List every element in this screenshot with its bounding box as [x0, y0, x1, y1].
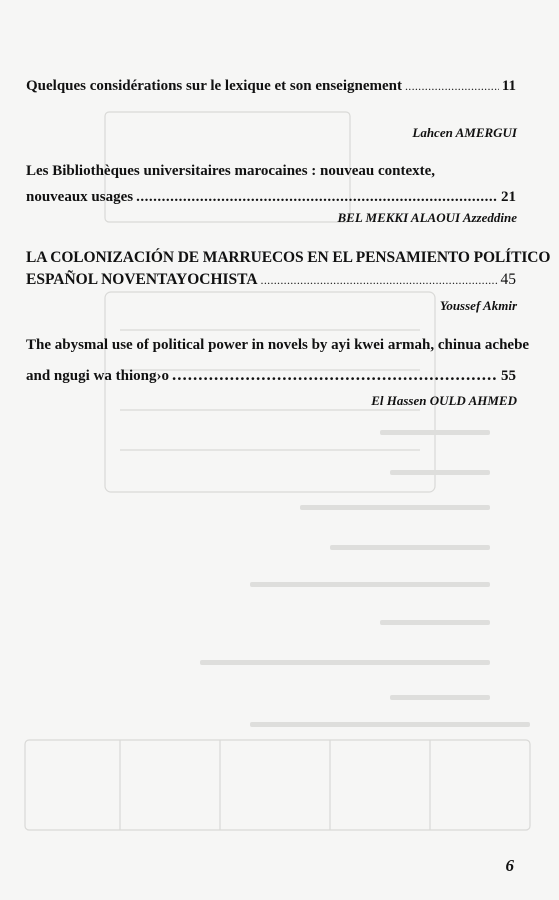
- dot-leader: [172, 364, 498, 386]
- toc-page-number: 55: [501, 368, 516, 384]
- dot-leader: [261, 269, 498, 291]
- toc-page-number: 21: [501, 189, 516, 205]
- toc-entry-author: El Hassen OULD AHMED: [371, 393, 517, 408]
- toc-entry-title: The abysmal use of political power in novels by ayi kwei armah, chinua achebe: [26, 337, 530, 353]
- dot-leader: [405, 75, 499, 97]
- toc-entry-title-continued: nouveaux usages: [26, 189, 134, 205]
- toc-entry-author: Youssef Akmir: [439, 298, 517, 313]
- toc-entry-title-line: [26, 186, 516, 208]
- toc-entry-author: BEL MEKKI ALAOUI Azzeddine: [337, 210, 517, 225]
- toc-entry-title-continued: ESPAÑOL NOVENTAYOCHISTA: [26, 271, 258, 288]
- toc-entry-title-line: [26, 75, 516, 97]
- toc-entry-3: [26, 247, 551, 291]
- toc-entry-1: [26, 75, 516, 97]
- toc-page-number: 11: [501, 78, 516, 94]
- toc-entry-title-continued: and ngugi wa thiong›o: [26, 368, 169, 384]
- toc-entry-title: LA COLONIZACIÓN DE MARRUECOS EN EL PENSAMIENTO POLÍTICO: [26, 249, 551, 266]
- toc-entry-title: Les Bibliothèques universitaires marocaines : nouveau contexte,: [26, 163, 436, 179]
- toc-entry-title-line: [26, 269, 516, 291]
- toc-entry-2: [26, 160, 516, 208]
- toc-entry-4: [26, 334, 530, 387]
- toc-entry-author: Lahcen AMERGUI: [412, 125, 517, 140]
- toc-entry-title-line: [26, 364, 516, 387]
- toc-entry-title: Quelques considérations sur le lexique et son enseignement: [26, 78, 402, 94]
- dot-leader: [136, 186, 498, 208]
- page-number: 6: [505, 856, 514, 875]
- toc-page-number: 45: [500, 271, 516, 288]
